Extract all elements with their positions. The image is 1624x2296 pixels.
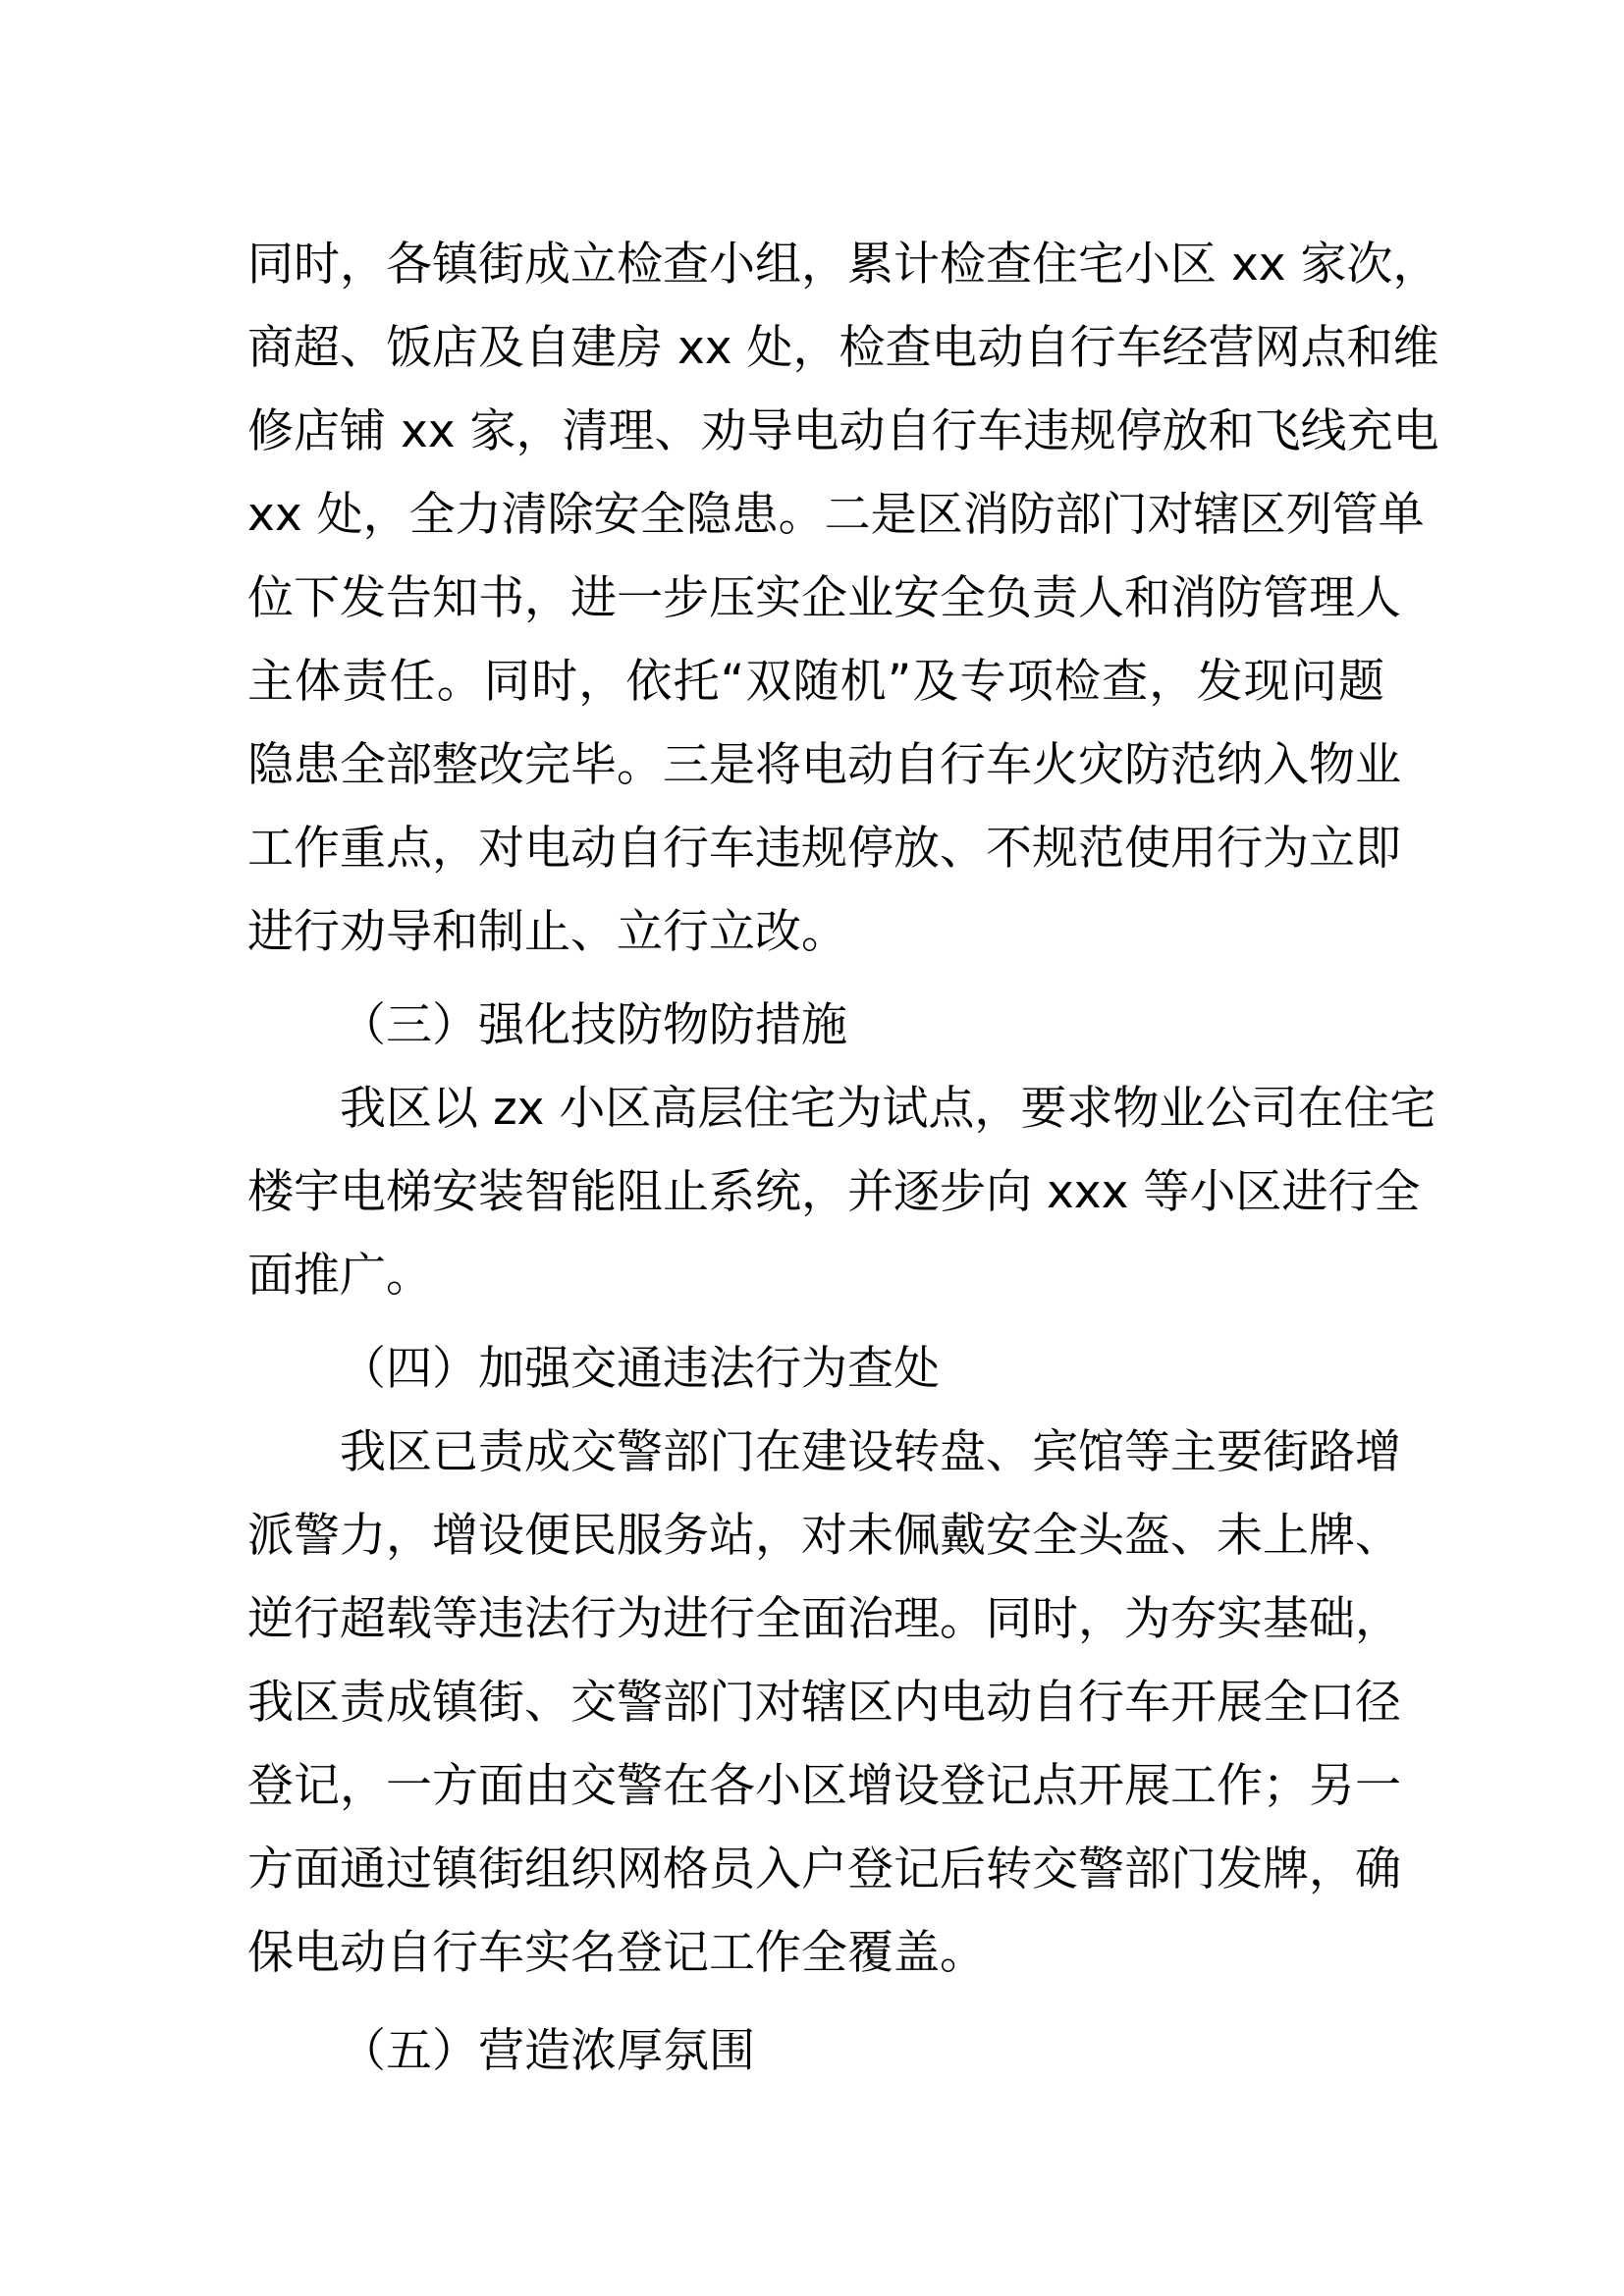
text-line: 逆行超载等违法行为进行全面治理。同时，为夯实基础， [247, 1592, 1401, 1646]
text-line: xx 处，全力清除安全隐患。二是区消防部门对辖区列管单 [247, 488, 1425, 542]
text-line: 隐患全部整改完毕。三是将电动自行车火灾防范纳入物业 [247, 738, 1401, 792]
text-line: 位下发告知书，进一步压实企业安全负责人和消防管理人 [247, 571, 1401, 625]
text-line: 我区已责成交警部门在建设转盘、宾馆等主要街路增 [340, 1425, 1401, 1479]
text-line: 主体责任。同时，依托“双随机”及专项检查，发现问题 [247, 655, 1384, 709]
text-line: 商超、饭店及自建房 xx 处，检查电动自行车经营网点和维 [247, 321, 1439, 375]
text-line: 我区以 zx 小区高层住宅为试点，要求物业公司在住宅 [340, 1082, 1436, 1136]
section-heading: （五）营造浓厚氛围 [340, 2024, 755, 2078]
section-heading: （四）加强交通违法行为查处 [340, 1342, 940, 1396]
text-line: 面推广。 [247, 1249, 432, 1303]
text-line: 工作重点，对电动自行车违规停放、不规范使用行为立即 [247, 822, 1401, 876]
section-heading: （三）强化技防物防措施 [340, 998, 847, 1052]
text-line: 登记，一方面由交警在各小区增设登记点开展工作；另一 [247, 1759, 1401, 1813]
text-line: 我区责成镇街、交警部门对辖区内电动自行车开展全口径 [247, 1676, 1401, 1730]
text-line: 派警力，增设便民服务站，对未佩戴安全头盔、未上牌、 [247, 1509, 1401, 1563]
text-line: 同时，各镇街成立检查小组，累计检查住宅小区 xx 家次， [247, 238, 1439, 292]
text-line: 方面通过镇街组织网格员入户登记后转交警部门发牌，确 [247, 1842, 1401, 1896]
text-line: 修店铺 xx 家，清理、劝导电动自行车违规停放和飞线充电 [247, 404, 1439, 458]
text-line: 保电动自行车实名登记工作全覆盖。 [247, 1926, 986, 1980]
text-line: 进行劝导和制止、立行立改。 [247, 905, 847, 959]
text-line: 楼宇电梯安装智能阻止系统，并逐步向 xxx 等小区进行全 [247, 1165, 1421, 1219]
